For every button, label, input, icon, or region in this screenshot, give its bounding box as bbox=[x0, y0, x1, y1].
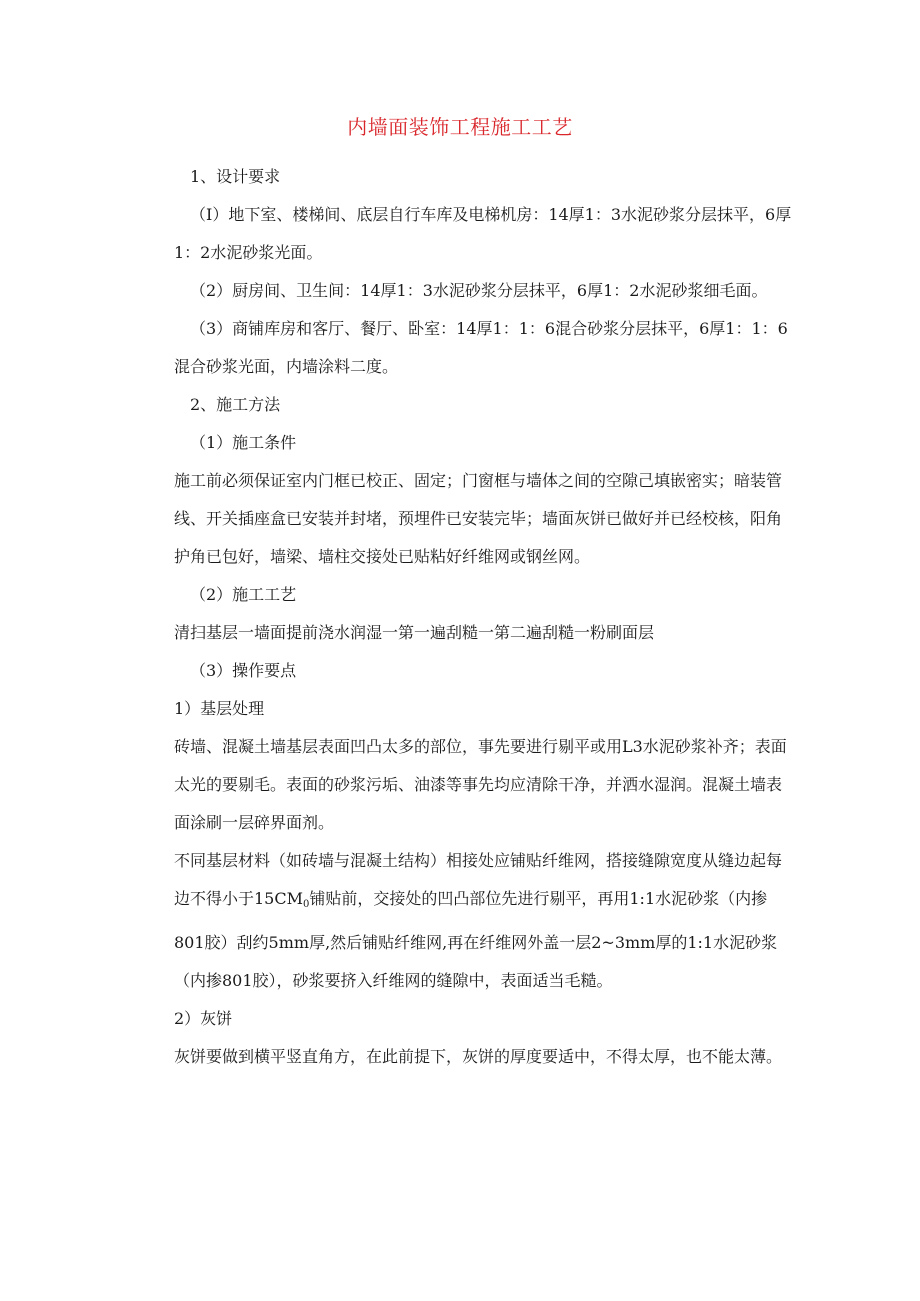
document-body bbox=[174, 158, 796, 1076]
subheading-process: （2）施工工艺 bbox=[190, 585, 297, 604]
process-text: 清扫基层一墙面提前浇水润湿一第一遍刮糙一第二遍刮糙一粉刷面层 bbox=[174, 623, 655, 642]
conditions-text: 施工前必须保证室内门框已校正、固定；门窗框与墙体之间的空隙己填嵌密实；暗装管线、开关插座盒已安装并封堵，预埋件已安装完毕；墙面灰饼已做好并已经校核，阳角护角已包好，墙梁、墙柱交接处已贴粘好纤维网或钢丝网。 bbox=[174, 471, 783, 566]
section-heading-design: 1、设计要求 bbox=[190, 167, 281, 186]
document-title: 内墙面装饰工程施工工艺 bbox=[347, 115, 573, 139]
base-treatment-text-2 bbox=[174, 842, 796, 1000]
base-treatment-text-2a: 不同基层材料（如砖墙与混凝土结构）相接处应铺贴纤维网，搭接缝隙宽度从缝边起每边不得小于15CM bbox=[174, 851, 783, 908]
base-treatment-text-2b: 铺贴前，交接处的凹凸部位先进行剔平，再用1:1水泥砂浆（内掺801胶）刮约5mm厚,然后铺贴纤维网,再在纤维网外盖一层2~3mm厚的1:1水泥砂浆（内掺801胶），砂浆要挤入纤维网的缝隙中，表面适当毛糙。 bbox=[174, 889, 778, 990]
section-heading-method: 2、施工方法 bbox=[190, 395, 281, 414]
subheading-key-points: （3）操作要点 bbox=[190, 661, 297, 680]
base-treatment-text-1: 砖墙、混凝土墙基层表面凹凸太多的部位，事先要进行剔平或用L3水泥砂浆补齐；表面太光的要剔毛。表面的砂浆污垢、油漆等事先均应清除干净，并洒水湿润。混凝土墙表面涂刷一层碎界面剂。 bbox=[174, 737, 787, 832]
point-heading-base: 1）基层处理 bbox=[174, 699, 265, 718]
design-item-3: （3）商铺库房和客厅、餐厅、卧室：14厚1：1：6混合砂浆分层抹平，6厚1：1：6混合砂浆光面，内墙涂料二度。 bbox=[174, 319, 788, 376]
point-heading-ash-cake: 2）灰饼 bbox=[174, 1009, 233, 1028]
subscript-zero: 0 bbox=[303, 899, 310, 910]
design-item-1: （I）地下室、楼梯间、底层自行车库及电梯机房：14厚1：3水泥砂浆分层抹平，6厚1：2水泥砂浆光面。 bbox=[174, 205, 792, 262]
design-item-2: （2）厨房间、卫生间：14厚1：3水泥砂浆分层抹平，6厚1：2水泥砂浆细毛面。 bbox=[190, 281, 768, 300]
ash-cake-text: 灰饼要做到横平竖直角方，在此前提下，灰饼的厚度要适中，不得太厚，也不能太薄。 bbox=[174, 1047, 783, 1066]
subheading-conditions: （1）施工条件 bbox=[190, 433, 297, 452]
